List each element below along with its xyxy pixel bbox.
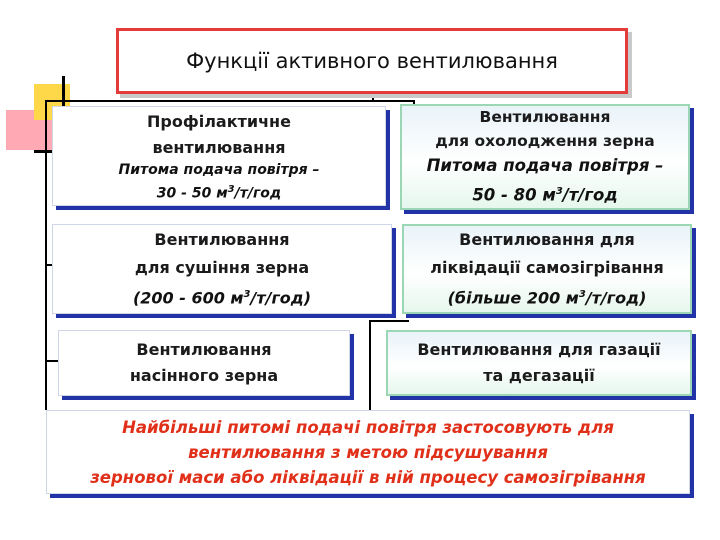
drying-label-line2: для сушіння зерна [134,258,310,278]
note-line2: вентилювання з метою підсушування [188,442,548,462]
cooling-label-line2: для охолодження зерна [435,132,655,151]
prophylactic-rate-value: 30 - 50 м [156,185,228,202]
self-heating-label-line1: Вентилювання для [459,230,635,250]
connector-center-trunk [369,320,371,410]
box-seed-ventilation [58,330,350,396]
drying-label-line1: Вентилювання [154,230,290,250]
prophylactic-label-line1: Профілактичне [147,111,291,131]
seed-label-line2: насінного зерна [129,366,279,385]
self-heating-rate-value: (більше 200 м [447,288,579,308]
drying-rate-unit: /т/год) [250,288,312,308]
gassing-label-line1: Вентилювання для газації [417,340,661,359]
drying-rate-sup: 3 [243,289,251,301]
cooling-label-line1: Вентилювання [479,108,611,127]
connector-trunk-left [45,100,47,410]
seed-label-line1: Вентилювання [136,340,272,359]
cooling-rate-value: 50 - 80 м [472,185,556,205]
box-drying-ventilation [52,224,392,314]
prophylactic-rate-line1: Питома подача повітря – [118,161,320,178]
cooling-rate-unit: /т/год [562,185,618,205]
prophylactic-label-line2: вентилювання [152,137,286,157]
box-cooling-ventilation [400,104,690,210]
box-gassing-ventilation [386,330,692,396]
note-box [46,410,690,494]
note-line1: Найбільші питомі подачі повітря застосовують для [122,417,614,437]
prophylactic-rate-sup: 3 [227,183,235,195]
drying-rate [133,282,311,311]
self-heating-rate [448,282,647,311]
connector-center-branch [369,320,409,322]
box-self-heating-ventilation [402,224,692,314]
self-heating-rate-sup: 3 [578,289,586,301]
cooling-rate-line2 [472,179,617,209]
box-prophylactic-ventilation [52,106,386,206]
drying-rate-value: (200 - 600 м [132,288,244,308]
diagram-title [116,28,628,94]
self-heating-rate-unit: /т/год) [585,288,647,308]
diagram-title-text: Функції активного вентилювання [186,49,558,73]
prophylactic-rate-unit: /т/год [234,185,282,202]
prophylactic-rate-line2 [157,180,281,204]
cooling-rate-sup: 3 [555,186,563,198]
connector-title-stem [372,94,374,102]
connector-title-bar [45,100,415,102]
gassing-label-line2: та дегазації [483,366,595,385]
self-heating-label-line2: ліквідації самозігрівання [430,258,664,278]
cooling-rate-line1: Питома подача повітря – [426,156,664,176]
connector-left-b5 [45,360,59,362]
note-line3: зернової маси або ліквідації в ній процесу самозігрівання [90,467,646,487]
